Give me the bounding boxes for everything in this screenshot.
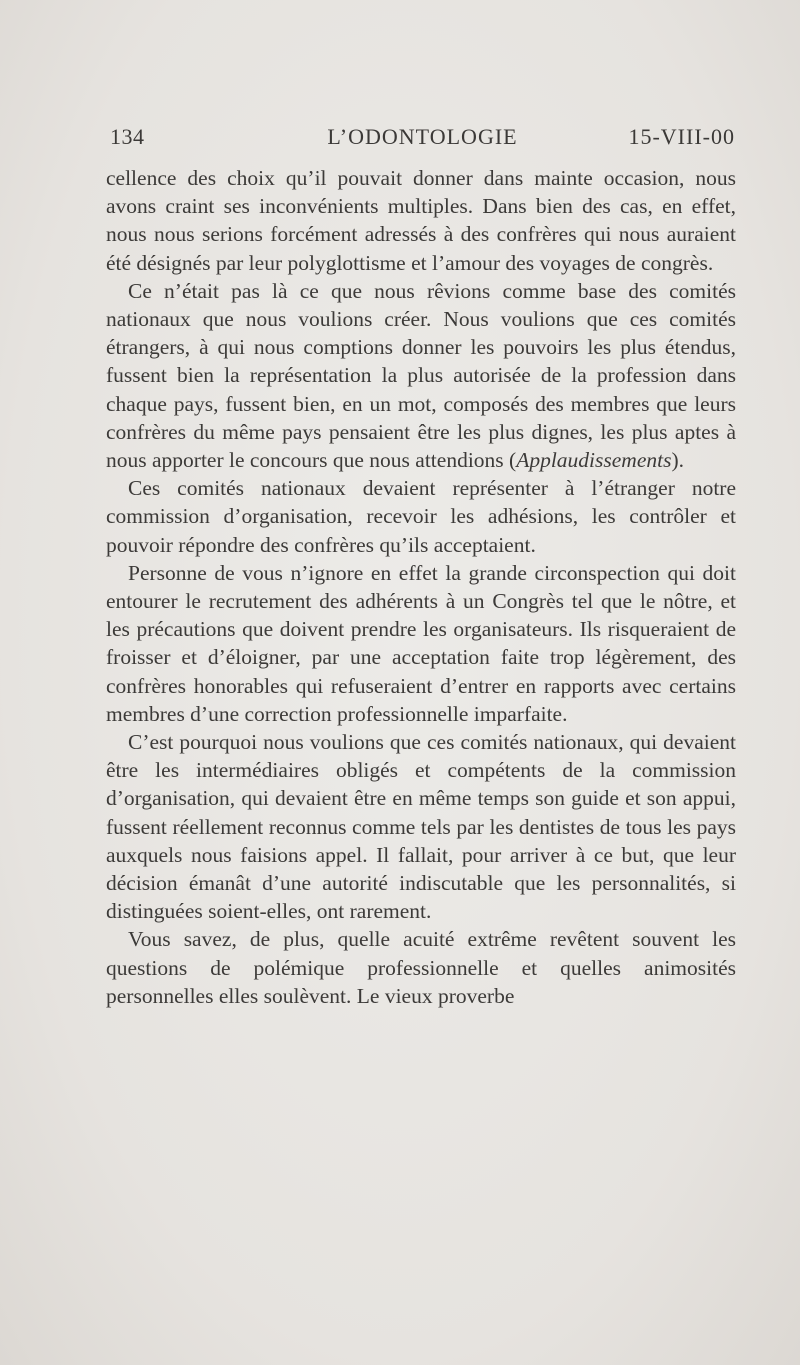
- paragraph-text-end: ).: [671, 448, 685, 473]
- paragraph: Personne de vous n’ignore en effet la grande circonspection qui doit entourer le recrutement des adhérents à un Congrès tel que le nôtre, et les précautions que doivent prendre les organisateurs. Ils risqueraient de froisser et d’éloigner, par une acceptation faite trop légèrement, des confrères honorables qui refuseraient d’entrer en rapports avec certains membres d’une correction professionnelle imparfaite.: [106, 560, 736, 726]
- paragraph: cellence des choix qu’il pouvait donner dans mainte occasion, nous avons craint ses inconvénients multiples. Dans bien des cas, en effet, nous nous serions forcément adressés à des confrères qui nous auraient été désignés par leur polyglottisme et l’amour des voyages de congrès.: [106, 166, 736, 275]
- journal-title: L’ODONTOLOGIE: [327, 124, 518, 149]
- paragraph: [106, 277, 736, 474]
- paragraph-text: Ce n’était pas là ce que nous rêvions comme base des comités nationaux que nous voulions créer. Nous voulions que ces comités étrangers, à qui nous comptions donner les pouvoirs les plus étendus, fussent bien la représentation la plus autorisée de la profession dans chaque pays, fussent bien, en un mot, composés des membres que leurs confrères du même pays pensaient être les plus dignes, les plus aptes à nous apporter le concours que nous attendions (: [106, 278, 736, 473]
- paragraph: Vous savez, de plus, quelle acuité extrême revêtent souvent les questions de polémique professionnelle et quelles animosités personnelles elles soulèvent. Le vieux proverbe: [106, 927, 736, 1008]
- paragraph: Ces comités nationaux devaient représenter à l’étranger notre commission d’organisation, recevoir les adhésions, les contrôler et pouvoir répondre des confrères qu’ils acceptaient.: [106, 476, 736, 557]
- page-number: 134: [110, 124, 145, 149]
- running-header: [110, 124, 735, 152]
- italic-interjection: Applaudissements: [516, 448, 672, 473]
- paragraph: C’est pourquoi nous voulions que ces comités nationaux, qui devaient être les intermédiaires obligés et compétents de la commission d’organisation, qui devaient être en même temps son guide et son appui, fussent réellement reconnus comme tels par les dentistes de tous les pays auxquels nous faisions appel. Il fallait, pour arriver à ce but, que leur décision émanât d’une autorité indiscutable que les personnalités, si distinguées soient-elles, ont rarement.: [106, 730, 736, 924]
- body-text: [106, 164, 736, 1010]
- issue-date: 15-VIII-00: [628, 124, 735, 149]
